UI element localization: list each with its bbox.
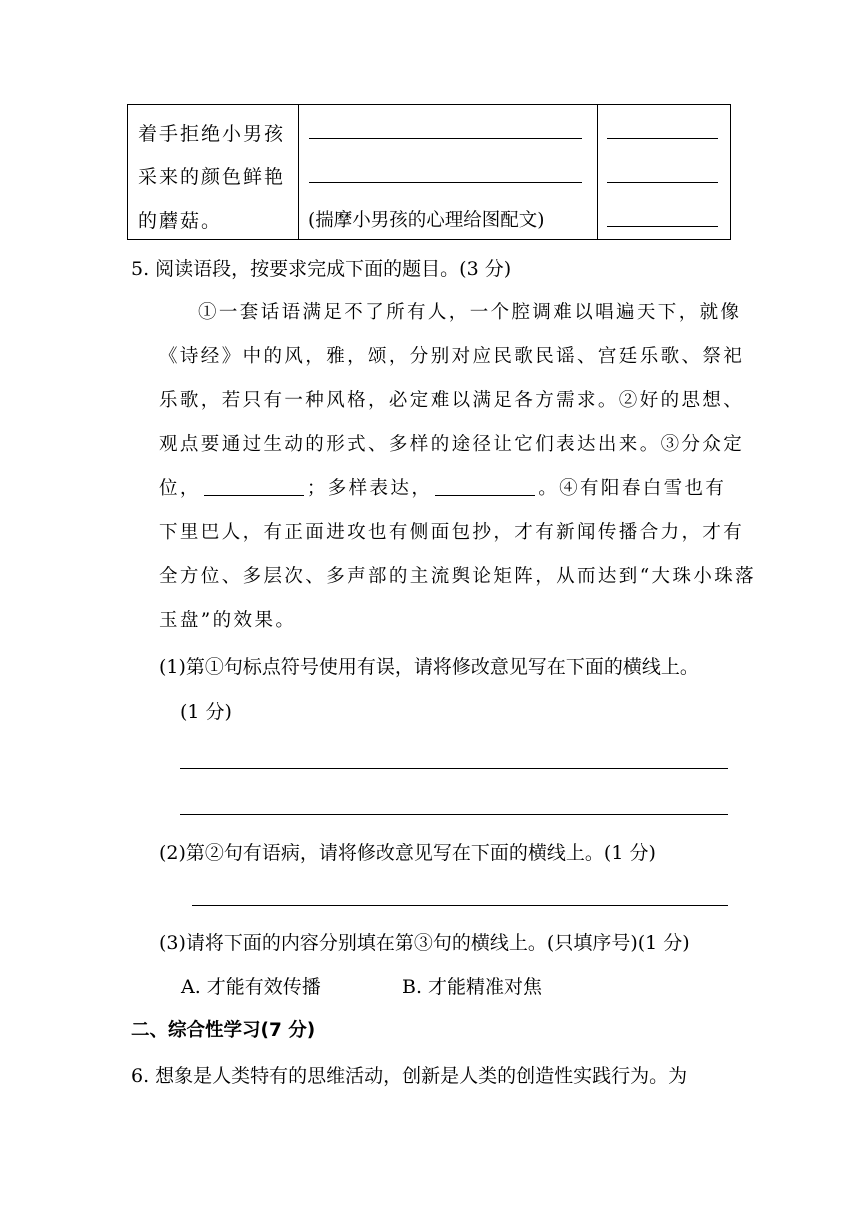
q5-passage-line-4: 观点要通过生动的形式、多样的途径让它们表达出来。③分众定 [159, 434, 745, 455]
table-left-line-3: 的蘑菇。 [138, 210, 223, 232]
table-middle-note: (揣摩小男孩的心理给图配文) [308, 210, 545, 231]
section2-title: 二、综合性学习(7 分) [131, 1020, 316, 1041]
q5-sub2: (2)第②句有语病，请将修改意见写在下面的横线上。(1 分) [159, 842, 656, 864]
q5-sub2-answer-line[interactable] [192, 905, 728, 906]
q5-sub1-answer-line-1[interactable] [180, 768, 728, 769]
q6-text: 6. 想象是人类特有的思维活动，创新是人类的创造性实践行为。为 [131, 1065, 688, 1087]
table-left-line-1: 着手拒绝小男孩 [138, 123, 286, 145]
q5-blank-part3: 。④有阳春白雪也有 [538, 478, 727, 499]
table-right-line-2[interactable] [607, 182, 718, 183]
q5-sub1: (1)第①句标点符号使用有误，请将修改意见写在下面的横线上。 [159, 656, 699, 678]
q5-blank-part1: 位， [159, 478, 201, 499]
q5-passage-line-5 [159, 474, 726, 500]
q5-passage-line-2: 《诗经》中的风，雅，颂，分别对应民歌民谣、宫廷乐歌、祭祀 [159, 346, 745, 367]
q5-option-b: B. 才能精准对焦 [402, 976, 543, 998]
q5-passage-line-7: 全方位、多层次、多声部的主流舆论矩阵，从而达到“大珠小珠落 [159, 566, 757, 587]
q5-title: 5. 阅读语段，按要求完成下面的题目。(3 分) [131, 258, 512, 280]
table-right-line-3[interactable] [607, 226, 718, 227]
q5-passage-line-8: 玉盘”的效果。 [159, 610, 297, 631]
q5-blank-2[interactable] [435, 477, 535, 496]
table-left-line-2: 采来的颜色鲜艳 [138, 166, 286, 188]
table-divider-1 [298, 105, 299, 239]
q5-blank-part2: ；多样表达， [306, 478, 433, 499]
table-right-line-1[interactable] [607, 138, 718, 139]
table-answer-line-2[interactable] [309, 182, 582, 183]
q5-sub1-answer-line-2[interactable] [180, 814, 728, 815]
q5-blank-1[interactable] [204, 477, 304, 496]
q5-passage-line-1: ①一套话语满足不了所有人，一个腔调难以唱遍天下，就像 [198, 302, 742, 323]
q5-option-a: A. 才能有效传播 [181, 976, 321, 998]
table-divider-2 [597, 105, 598, 239]
q5-sub1-score: (1 分) [180, 701, 232, 723]
q5-passage-line-3: 乐歌，若只有一种风格，必定难以满足各方需求。②好的思想、 [159, 390, 745, 411]
answer-table [127, 104, 731, 240]
table-answer-line-1[interactable] [309, 138, 582, 139]
q5-sub3: (3)请将下面的内容分别填在第③句的横线上。(只填序号)(1 分) [159, 932, 690, 954]
q5-passage-line-6: 下里巴人，有正面进攻也有侧面包抄，才有新闻传播合力，才有 [159, 522, 745, 543]
